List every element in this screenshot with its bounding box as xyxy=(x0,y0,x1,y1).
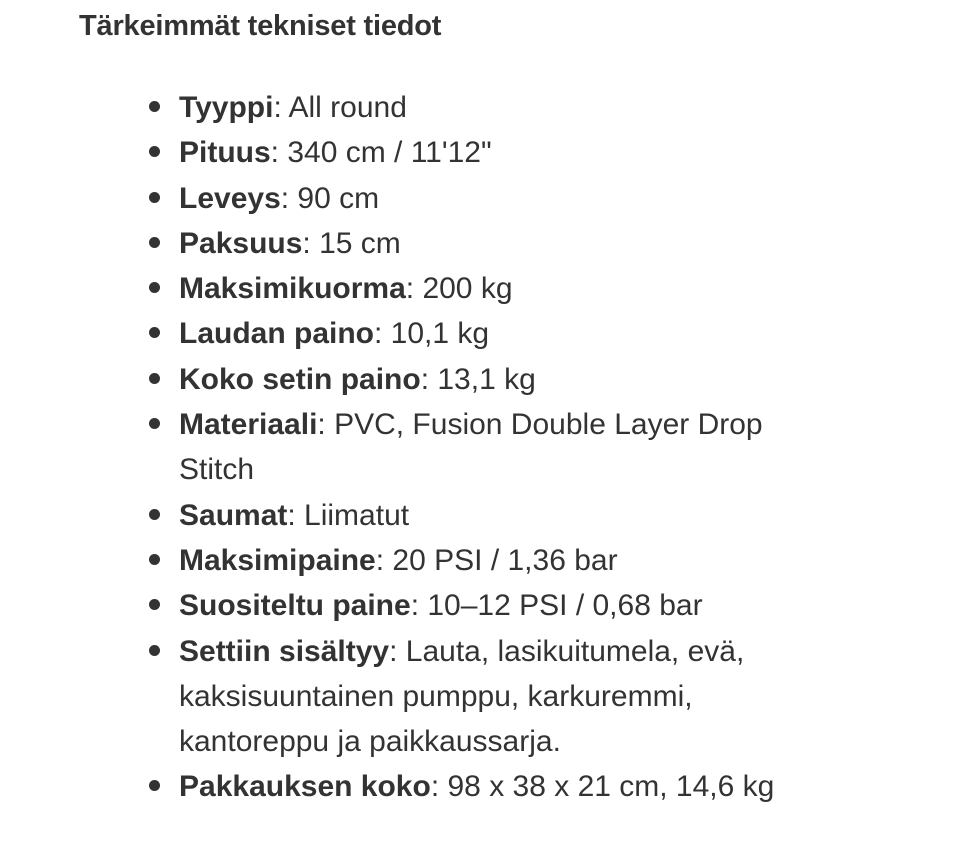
spec-label: Materiaali xyxy=(179,408,318,442)
bullet-dot-icon xyxy=(149,780,160,791)
section-title: Tärkeimmät tekniset tiedot xyxy=(79,10,442,42)
spec-value: 200 kg xyxy=(422,272,513,306)
bullet-dot-icon xyxy=(149,101,160,112)
spec-item-leveys xyxy=(179,176,819,221)
spec-item-maksimikuorma xyxy=(179,266,819,311)
bullet-dot-icon xyxy=(149,282,160,293)
spec-separator: : xyxy=(420,362,438,396)
spec-item-pakkauksen-koko xyxy=(179,764,819,809)
bullet-dot-icon xyxy=(149,327,160,338)
spec-label: Paksuus xyxy=(179,226,303,260)
spec-value: 10–12 PSI / 0,68 bar xyxy=(427,589,703,623)
spec-item-settiin-sisaltyy xyxy=(179,629,819,765)
bullet-dot-icon xyxy=(149,509,160,520)
spec-value: 15 cm xyxy=(319,226,401,260)
spec-item-laudan-paino xyxy=(179,311,819,356)
spec-value: 98 x 38 x 21 cm, 14,6 kg xyxy=(447,770,775,804)
spec-separator: : xyxy=(287,498,305,532)
spec-item-materiaali xyxy=(179,402,819,493)
spec-label: Maksimikuorma xyxy=(179,272,406,306)
spec-separator: : xyxy=(273,91,289,124)
spec-label: Koko setin paino xyxy=(179,362,421,396)
bullet-dot-icon xyxy=(149,418,160,429)
spec-value: PVC, Fusion Double Layer Drop Stitch xyxy=(179,408,763,487)
spec-label: Leveys xyxy=(179,181,281,215)
spec-separator: : xyxy=(302,226,320,260)
spec-separator: : xyxy=(270,136,288,170)
spec-value: Liimatut xyxy=(304,498,410,532)
spec-label: Suositeltu paine xyxy=(179,589,411,623)
spec-item-maksimipaine xyxy=(179,538,819,583)
bullet-dot-icon xyxy=(149,373,160,384)
spec-value: Lauta, lasikuitumela, evä, kaksisuuntainen pumppu, karkuremmi, kantoreppu ja paikkaussarja. xyxy=(179,634,745,759)
spec-label: Saumat xyxy=(179,498,288,532)
spec-value: 13,1 kg xyxy=(437,362,536,396)
bullet-dot-icon xyxy=(149,599,160,610)
spec-value: 340 cm / 11'12" xyxy=(287,136,492,170)
spec-item-paksuus xyxy=(179,221,819,266)
spec-item-suositeltu-paine xyxy=(179,583,819,628)
spec-separator: : xyxy=(430,770,448,804)
spec-separator: : xyxy=(317,408,335,442)
spec-label: Maksimipaine xyxy=(179,543,376,577)
spec-separator: : xyxy=(389,634,406,668)
bullet-dot-icon xyxy=(149,146,160,157)
spec-label: Pakkauksen koko xyxy=(179,770,431,804)
bullet-dot-icon xyxy=(149,645,160,656)
bullet-dot-icon xyxy=(149,237,160,248)
spec-value: All round xyxy=(288,91,407,124)
spec-separator: : xyxy=(280,181,298,215)
spec-separator: : xyxy=(374,317,391,351)
spec-separator: : xyxy=(410,589,428,623)
spec-label: Pituus xyxy=(179,136,271,170)
spec-item-pituus xyxy=(179,130,819,175)
spec-separator: : xyxy=(375,543,393,577)
spec-label: Settiin sisältyy xyxy=(179,634,390,668)
spec-separator: : xyxy=(405,272,423,306)
spec-item-tyyppi xyxy=(179,85,819,130)
spec-value: 20 PSI / 1,36 bar xyxy=(392,543,618,577)
spec-item-koko-setin-paino xyxy=(179,357,819,402)
spec-item-saumat xyxy=(179,493,819,538)
spec-value: 10,1 kg xyxy=(390,317,490,351)
spec-value: 90 cm xyxy=(297,181,380,215)
bullet-dot-icon xyxy=(149,192,160,203)
spec-list xyxy=(179,85,819,810)
bullet-dot-icon xyxy=(149,554,160,565)
spec-label: Laudan paino xyxy=(179,317,374,351)
spec-label: Tyyppi xyxy=(179,91,274,124)
